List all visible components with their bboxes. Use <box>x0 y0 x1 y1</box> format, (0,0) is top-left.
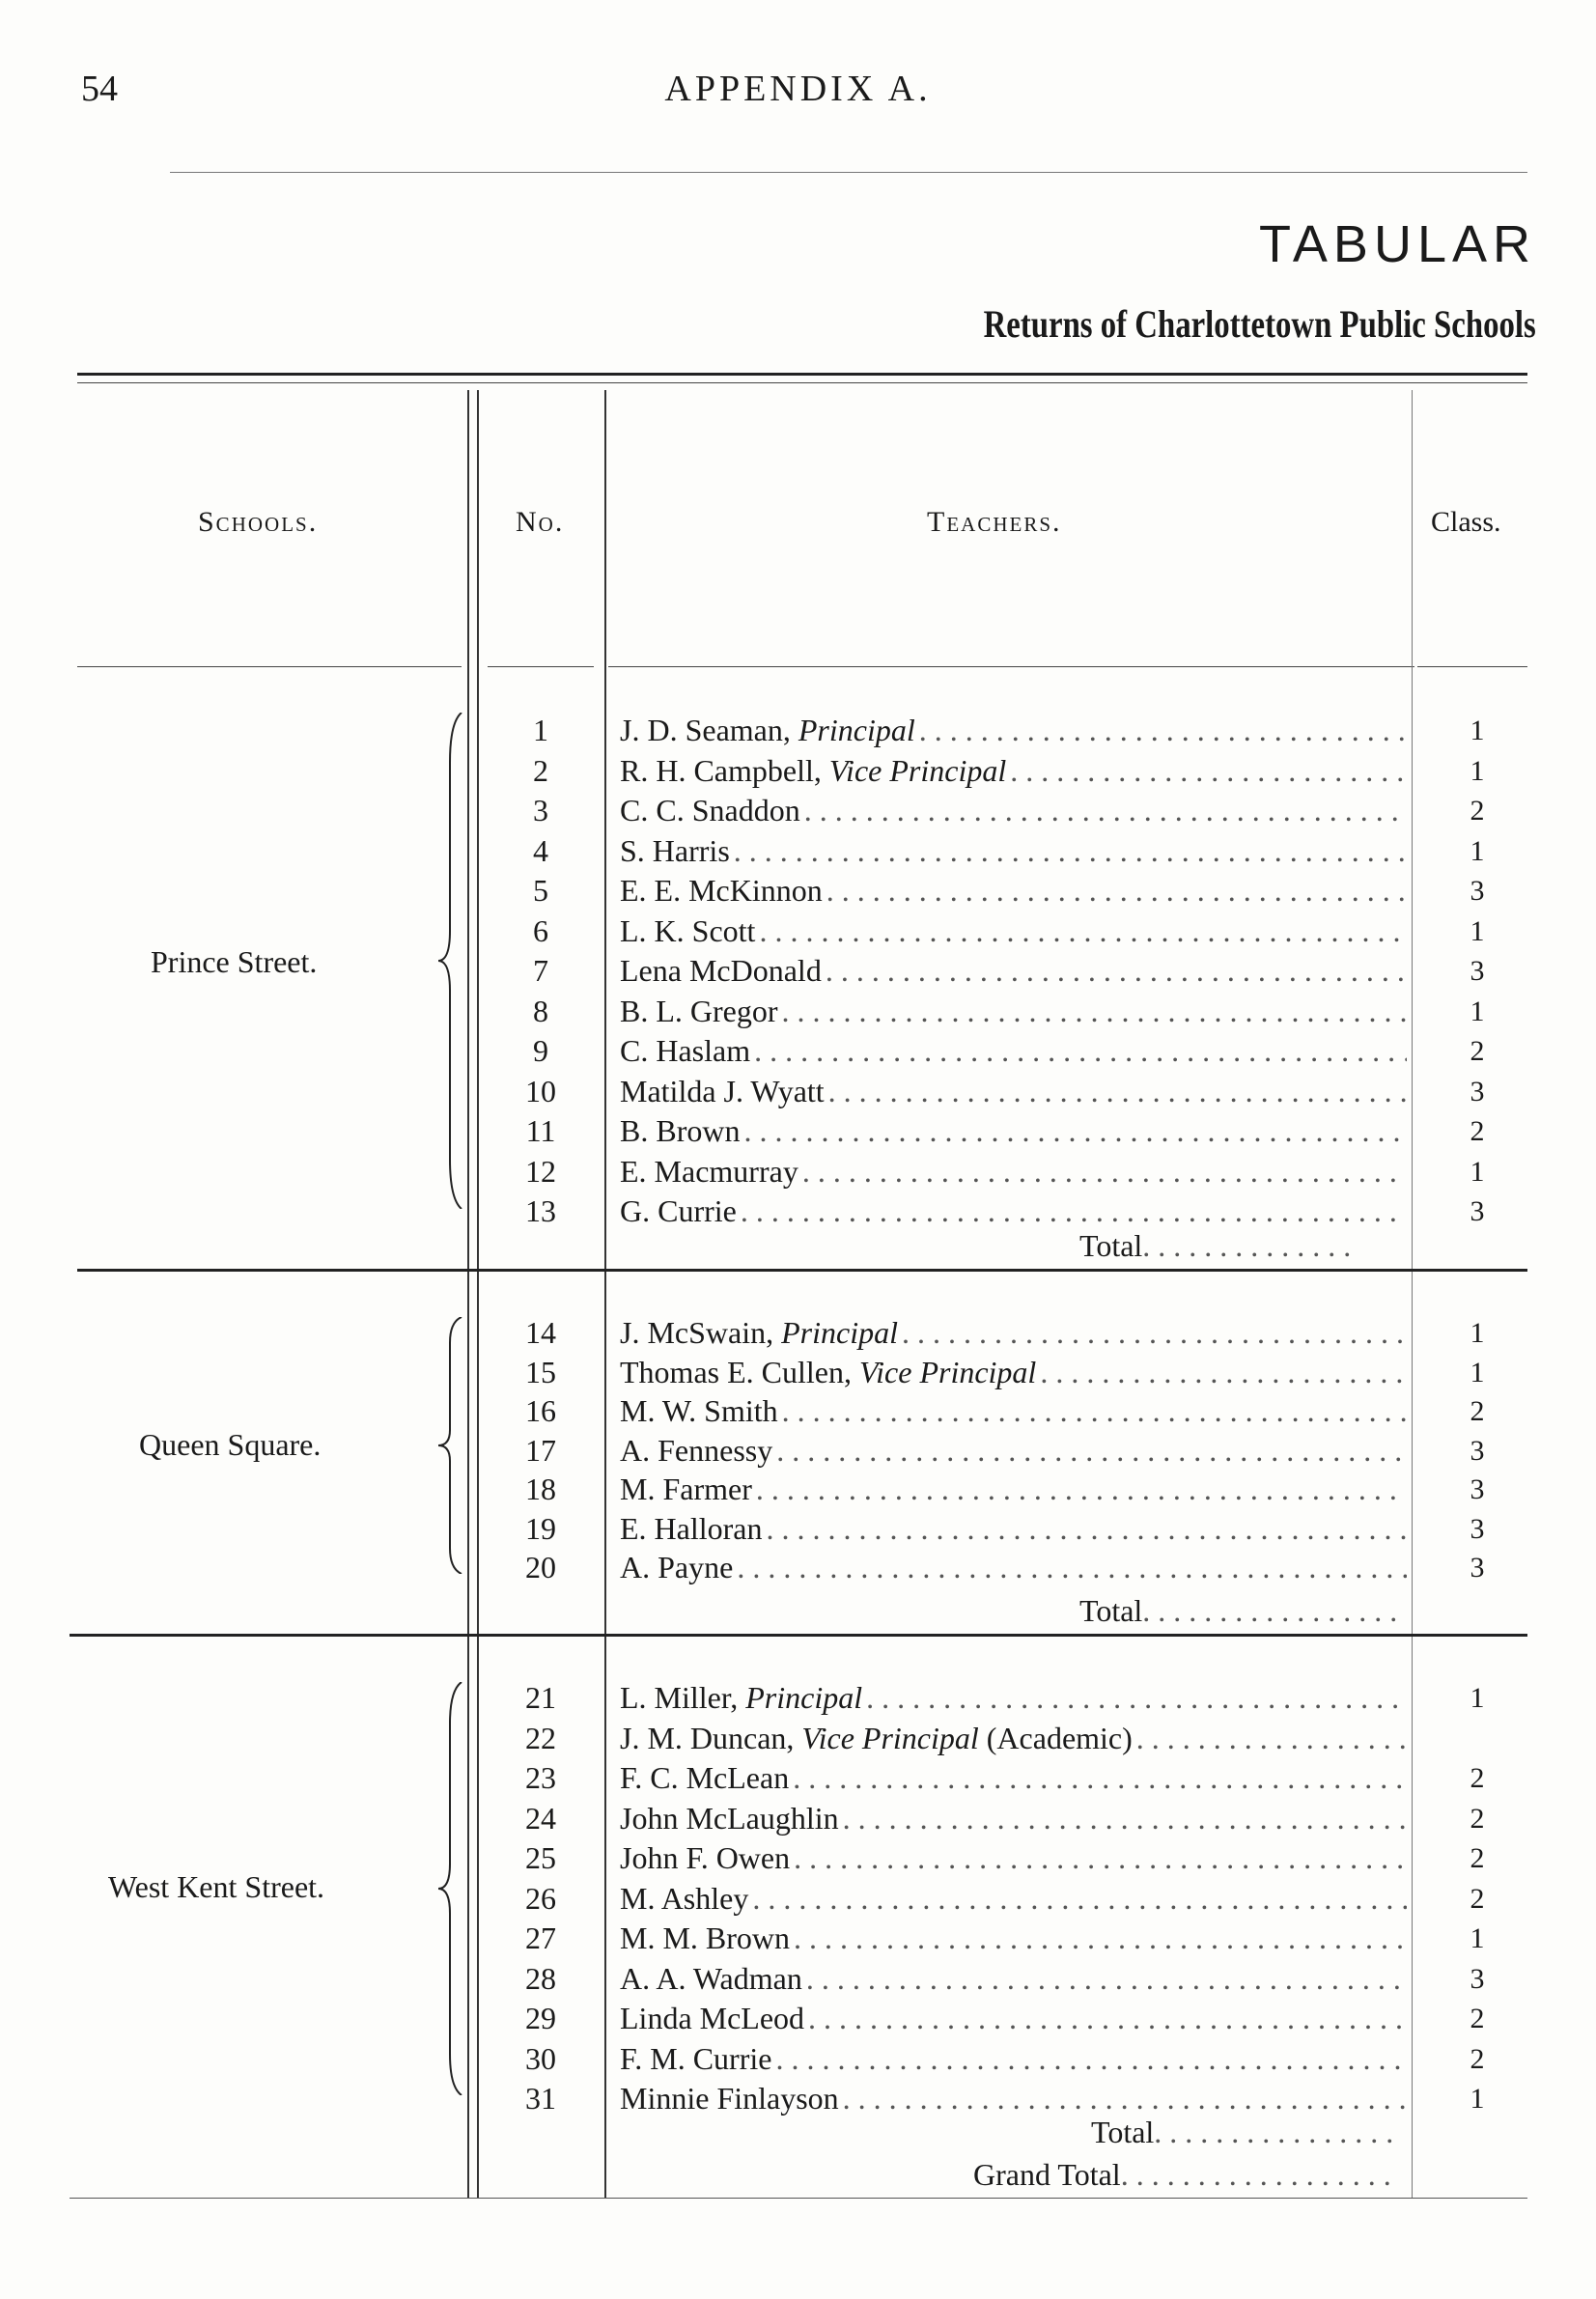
teacher-role: Principal <box>781 1315 898 1350</box>
leader-dots <box>802 1154 1407 1190</box>
teacher-name <box>620 1113 743 1149</box>
teacher-role: Vice Principal <box>828 752 1007 788</box>
teacher-entry <box>620 1074 1407 1109</box>
teacher-number: 7 <box>533 953 548 988</box>
teacher-class: 1 <box>1470 1682 1485 1714</box>
teacher-name <box>620 994 782 1029</box>
teacher-class: 1 <box>1470 1922 1485 1954</box>
teacher-entry <box>620 1801 1407 1836</box>
leader-dots <box>754 1033 1407 1069</box>
teacher-name-text: John McLaughlin <box>620 1800 839 1836</box>
teacher-name <box>620 2001 808 2036</box>
teacher-name-text: E. Macmurray <box>620 1153 798 1189</box>
teacher-number: 1 <box>533 713 548 747</box>
teacher-number: 6 <box>533 912 548 948</box>
teacher-entry <box>620 953 1407 989</box>
teacher-name-text: M. M. Brown <box>620 1921 791 1955</box>
teacher-role: Vice Principal <box>858 1354 1037 1389</box>
teacher-entry <box>620 1840 1407 1876</box>
teacher-class: 1 <box>1470 995 1485 1027</box>
leader-dots <box>1040 1355 1407 1390</box>
group-separator-2 <box>70 1634 1527 1637</box>
running-head: APPENDIX A. <box>664 69 932 109</box>
header-underline-teachers <box>608 666 1414 667</box>
teacher-name-text: Thomas E. Cullen, <box>620 1354 859 1389</box>
teacher-entry <box>620 1921 1407 1956</box>
teacher-class: 2 <box>1470 1035 1485 1067</box>
teacher-name <box>620 1433 776 1469</box>
teacher-class: 3 <box>1470 875 1485 907</box>
teacher-number: 27 <box>525 1921 556 1955</box>
teacher-class: 3 <box>1470 1512 1485 1545</box>
teacher-class: 1 <box>1470 754 1485 787</box>
teacher-number: 25 <box>525 1840 556 1875</box>
header-underline-class <box>1417 666 1527 667</box>
column-divider-no <box>604 390 606 2198</box>
teacher-class: 2 <box>1470 795 1485 827</box>
teacher-name-text: A. A. Wadman <box>620 1960 802 1996</box>
teacher-number: 17 <box>525 1432 556 1468</box>
column-header-class: Class. <box>1431 506 1501 538</box>
teacher-number: 22 <box>525 1720 556 1755</box>
teacher-number: 26 <box>525 1880 556 1916</box>
column-divider-teachers <box>1412 390 1413 2198</box>
teacher-name <box>620 1315 902 1351</box>
teacher-class: 1 <box>1470 914 1485 947</box>
column-header-no: No. <box>516 506 565 538</box>
teacher-name-text: A. Payne <box>620 1550 734 1584</box>
leader-dots <box>808 2001 1407 2036</box>
teacher-name <box>620 1881 752 1917</box>
teacher-number: 14 <box>525 1315 556 1350</box>
teacher-name <box>620 2041 775 2077</box>
school-name-queen-square: Queen Square. <box>139 1427 322 1462</box>
teacher-name-text: Matilda J. Wyatt <box>620 1073 825 1108</box>
brace-prince-street <box>433 713 471 1209</box>
teacher-number: 3 <box>533 793 548 827</box>
column-header-teachers: Teachers. <box>927 506 1062 538</box>
leader-dots <box>826 873 1407 909</box>
leader-dots <box>767 1511 1408 1547</box>
table-top-rule <box>77 373 1527 376</box>
teacher-class: 2 <box>1470 1842 1485 1874</box>
teacher-class: 1 <box>1470 715 1485 746</box>
teacher-name <box>620 1393 782 1429</box>
teacher-class: 2 <box>1470 1395 1485 1427</box>
total-west-kent-street: Total . . . <box>1091 2115 1400 2150</box>
teacher-role-note: (Academic) <box>978 1720 1133 1755</box>
teacher-entry <box>620 753 1407 789</box>
teacher-class: 1 <box>1470 1317 1485 1349</box>
teacher-entry <box>620 873 1407 909</box>
leader-dots <box>804 793 1407 828</box>
teacher-entry <box>620 913 1407 949</box>
teacher-name <box>620 753 1010 789</box>
teacher-name <box>620 1840 794 1876</box>
leader-dots <box>843 1801 1407 1836</box>
teacher-name <box>620 713 919 748</box>
leader-dots <box>782 1393 1407 1429</box>
teacher-name <box>620 2081 843 2117</box>
leader-dots <box>828 1074 1407 1109</box>
leader-dots <box>1010 753 1407 789</box>
column-divider-schools-b <box>477 390 479 2198</box>
teacher-class: 3 <box>1470 1473 1485 1505</box>
teacher-name-text: Lena McDonald <box>620 953 822 988</box>
teacher-name-text: R. H. Campbell, <box>620 752 829 788</box>
teacher-name-text: G. Currie <box>620 1193 737 1228</box>
school-name-prince-street: Prince Street. <box>151 944 318 979</box>
teacher-number: 21 <box>525 1680 556 1715</box>
brace-queen-square <box>433 1317 471 1574</box>
teacher-entry <box>620 833 1407 869</box>
teacher-name <box>620 1961 806 1997</box>
leader-dots <box>776 1433 1407 1469</box>
teacher-name-text: F. C. McLean <box>620 1760 790 1795</box>
leader-dots <box>734 833 1407 869</box>
teacher-class: 1 <box>1470 1356 1485 1388</box>
leader-dots <box>1136 1721 1407 1756</box>
teacher-entry <box>620 994 1407 1029</box>
teacher-number: 28 <box>525 1960 556 1996</box>
teacher-name-text: J. M. Duncan, <box>620 1720 802 1755</box>
teacher-name-text: L. Miller, <box>620 1680 746 1715</box>
leader-dots <box>756 1472 1407 1507</box>
teacher-entry <box>620 1033 1407 1069</box>
teacher-name <box>620 1721 1136 1756</box>
teacher-class: 3 <box>1470 1434 1485 1467</box>
teacher-class: 3 <box>1470 1962 1485 1995</box>
teacher-entry <box>620 1550 1407 1585</box>
teacher-class: 2 <box>1470 2042 1485 2075</box>
teacher-name-text: B. Brown <box>620 1113 741 1148</box>
teacher-entry <box>620 1113 1407 1149</box>
teacher-class: 3 <box>1470 955 1485 987</box>
teacher-name-text: J. D. Seaman, <box>620 713 798 747</box>
teacher-number: 20 <box>525 1550 556 1584</box>
teacher-entry <box>620 1315 1407 1351</box>
teacher-name <box>620 1033 754 1069</box>
leader-dots <box>793 1760 1407 1796</box>
teacher-entry <box>620 1393 1407 1429</box>
group-separator-1 <box>77 1269 1527 1272</box>
teacher-number: 12 <box>525 1153 556 1189</box>
teacher-number: 8 <box>533 993 548 1028</box>
teacher-name-text: John F. Owen <box>620 1840 791 1875</box>
teacher-class: 3 <box>1470 1195 1485 1227</box>
teacher-number: 13 <box>525 1193 556 1228</box>
teacher-number: 31 <box>525 2081 556 2116</box>
leader-dots <box>737 1550 1407 1585</box>
teacher-role: Vice Principal <box>801 1720 979 1755</box>
header-rule <box>170 172 1527 173</box>
leader-dots <box>919 713 1407 748</box>
section-subtitle: Returns of Charlottetown Public Schools <box>983 302 1536 346</box>
teacher-name-text: S. Harris <box>620 832 730 868</box>
section-title: TABULAR <box>1258 215 1536 273</box>
teacher-name <box>620 1074 828 1109</box>
teacher-name <box>620 1801 843 1836</box>
teacher-name-text: E. E. McKinnon <box>620 873 823 908</box>
teacher-name-text: A. Fennessy <box>620 1432 773 1468</box>
teacher-class: 2 <box>1470 1882 1485 1915</box>
teacher-class: 3 <box>1470 1075 1485 1107</box>
grand-total: Grand Total . . . <box>973 2157 1398 2193</box>
teacher-entry <box>620 1193 1407 1229</box>
teacher-entry <box>620 1511 1407 1547</box>
column-header-schools: Schools. <box>198 506 319 538</box>
leader-dots <box>759 913 1407 949</box>
teacher-entry <box>620 2041 1407 2077</box>
leader-dots <box>806 1961 1407 1997</box>
teacher-number: 2 <box>533 752 548 788</box>
leader-dots <box>782 994 1407 1029</box>
header-underline-schools <box>77 666 462 667</box>
teacher-entry <box>620 1680 1407 1716</box>
leader-dots <box>794 1921 1407 1956</box>
teacher-entry <box>620 1961 1407 1997</box>
teacher-entry <box>620 2081 1407 2117</box>
teacher-name-text: B. L. Gregor <box>620 993 778 1028</box>
teacher-name <box>620 1154 802 1190</box>
total-queen-square: Total . . . <box>1079 1593 1398 1629</box>
teacher-number: 16 <box>525 1393 556 1428</box>
leader-dots <box>743 1113 1407 1149</box>
leader-dots <box>826 953 1407 989</box>
teacher-class: 2 <box>1470 1802 1485 1835</box>
teacher-entry <box>620 2001 1407 2036</box>
teacher-class: 1 <box>1470 2083 1485 2115</box>
teacher-number: 19 <box>525 1510 556 1546</box>
teacher-name-text: C. Haslam <box>620 1033 751 1068</box>
teacher-name-text: M. W. Smith <box>620 1393 778 1428</box>
teacher-name-text: M. Ashley <box>620 1880 749 1916</box>
teacher-number: 10 <box>525 1073 556 1108</box>
teacher-class: 3 <box>1470 1552 1485 1584</box>
teacher-number: 9 <box>533 1033 548 1068</box>
teacher-class: 1 <box>1470 834 1485 867</box>
teacher-name-text: C. C. Snaddon <box>620 793 800 827</box>
teacher-name <box>620 1511 767 1547</box>
leader-dots <box>902 1315 1407 1351</box>
leader-dots <box>866 1680 1407 1716</box>
total-prince-street: Total . . . <box>1079 1228 1359 1264</box>
teacher-entry <box>620 1721 1407 1756</box>
teacher-number: 11 <box>525 1113 556 1148</box>
teacher-name-text: E. Halloran <box>620 1510 763 1546</box>
teacher-name-text: Linda McLeod <box>620 2001 805 2035</box>
teacher-entry <box>620 1881 1407 1917</box>
teacher-entry <box>620 713 1407 748</box>
leader-dots <box>752 1881 1407 1917</box>
teacher-name <box>620 1550 737 1585</box>
teacher-name-text: Minnie Finlayson <box>620 2081 839 2116</box>
teacher-entry <box>620 1760 1407 1796</box>
teacher-entry <box>620 793 1407 828</box>
leader-dots <box>775 2041 1407 2077</box>
brace-west-kent-street <box>433 1682 471 2095</box>
teacher-name-text: M. Farmer <box>620 1472 752 1506</box>
teacher-entry <box>620 1433 1407 1469</box>
teacher-entry <box>620 1472 1407 1507</box>
teacher-number: 18 <box>525 1472 556 1506</box>
teacher-name <box>620 953 826 989</box>
teacher-name <box>620 913 759 949</box>
school-name-west-kent-street: West Kent Street. <box>108 1869 325 1904</box>
teacher-name <box>620 1193 741 1229</box>
table-bottom-rule <box>70 2198 1527 2199</box>
teacher-number: 29 <box>525 2001 556 2035</box>
teacher-name <box>620 873 826 909</box>
teacher-number: 15 <box>525 1354 556 1389</box>
leader-dots <box>794 1840 1407 1876</box>
teacher-name <box>620 793 804 828</box>
header-underline-no <box>488 666 594 667</box>
teacher-number: 30 <box>525 2040 556 2076</box>
teacher-class: 2 <box>1470 1762 1485 1794</box>
leader-dots <box>843 2081 1407 2117</box>
teacher-name <box>620 833 734 869</box>
table-top-rule-thin <box>77 382 1527 383</box>
teacher-name-text: L. K. Scott <box>620 912 756 948</box>
teacher-number: 24 <box>525 1800 556 1836</box>
teacher-name-text: F. M. Currie <box>620 2040 772 2076</box>
teacher-name <box>620 1680 866 1716</box>
teacher-number: 5 <box>533 873 548 908</box>
teacher-name <box>620 1355 1040 1390</box>
teacher-class: 2 <box>1470 1115 1485 1147</box>
teacher-name <box>620 1472 756 1507</box>
page-number: 54 <box>81 69 118 109</box>
teacher-entry <box>620 1355 1407 1390</box>
teacher-class: 2 <box>1470 2003 1485 2034</box>
leader-dots <box>741 1193 1407 1229</box>
teacher-class: 1 <box>1470 1155 1485 1188</box>
teacher-role: Principal <box>745 1680 863 1715</box>
teacher-entry <box>620 1154 1407 1190</box>
teacher-role: Principal <box>798 713 915 747</box>
teacher-name-text: J. McSwain, <box>620 1315 782 1350</box>
teacher-number: 4 <box>533 832 548 868</box>
teacher-name <box>620 1921 794 1956</box>
teacher-name <box>620 1760 793 1796</box>
teacher-number: 23 <box>525 1760 556 1795</box>
